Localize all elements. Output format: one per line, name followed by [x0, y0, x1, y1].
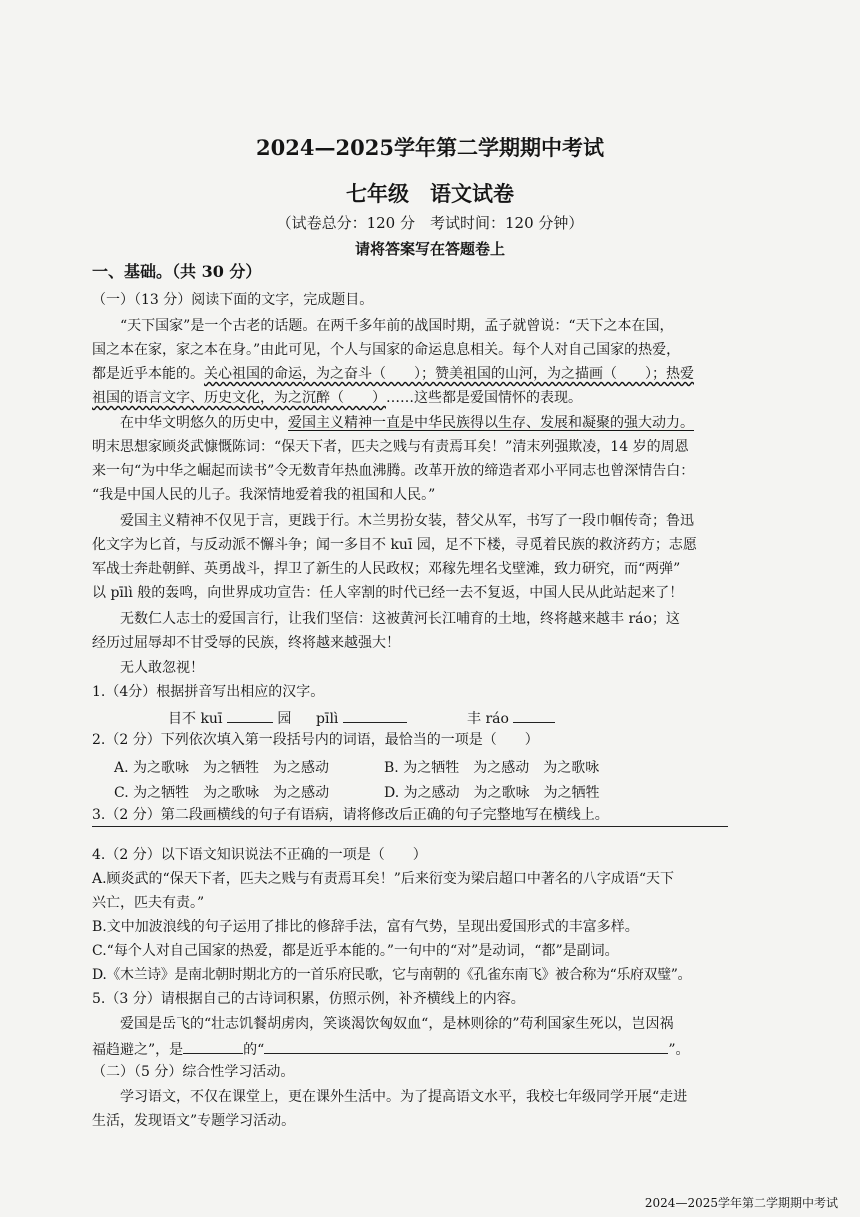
q4-option-d[interactable]: D.《木兰诗》是南北朝时期北方的一首乐府民歌，它与南朝的《孔雀东南飞》被合称为“乐府双璧”。: [92, 967, 692, 983]
q1-b-blank[interactable]: [343, 708, 407, 723]
q2-option-d[interactable]: D. 为之感动 为之歌咏 为之牺牲: [384, 785, 600, 801]
exam-notice: 请将答案写在答题卷上: [354, 240, 505, 258]
q2-option-b[interactable]: B. 为之牺牲 为之感动 为之歌咏: [384, 760, 600, 776]
p1-line2: 国之本在家，家之本在身。”由此可见，个人与国家的命运息息相关。每个人对自己国家的热爱，: [92, 342, 681, 358]
wavy-sentence-part2: 祖国的语言文字、历史文化，为之沉醉（ ）: [92, 390, 386, 406]
exam-title: 2024—2025学年第二学期期中考试: [256, 135, 604, 160]
exam-meta: （试卷总分：120 分 考试时间：120 分钟）: [276, 214, 584, 232]
p4-line2: 经历过屈辱却不甘受辱的民族，终将越来越强大！: [92, 635, 400, 651]
q1-c-pinyin: 丰 ráo: [467, 711, 509, 727]
q4-stem: 4.（2 分）以下语文知识说法不正确的一项是（ ）: [92, 847, 427, 863]
q5-line2-a: 福趋避之”，是: [92, 1042, 184, 1058]
q3-answer-line[interactable]: [92, 826, 728, 827]
p1-line1: “天下国家”是一个古老的话题。在两千多年前的战国时期，孟子就曾说：“天下之本在国，: [120, 318, 674, 334]
q5-line2: [92, 1039, 742, 1059]
p4-line1: 无数仁人志士的爱国言行，让我们坚信：这被黄河长江哺育的土地，终将越来越丰 ráo；这: [120, 611, 680, 627]
q4-option-b[interactable]: B.文中加波浪线的句子运用了排比的修辞手法，富有气势，呈现出爱国形式的丰富多样。: [92, 919, 639, 935]
q5-line2-b: 的“: [243, 1042, 265, 1058]
p3-line2: 化文字为匕首，与反动派不懈斗争；闻一多目不 kuī 园，足不下楼，寻觅着民族的救济药方；志愿: [92, 537, 697, 553]
q1-stem: 1.（4分）根据拼音写出相应的汉字。: [92, 684, 325, 700]
page-footer: 2024—2025学年第二学期期中考试: [644, 1196, 838, 1210]
q4-option-c[interactable]: C.“每个人对自己国家的热爱，都是近乎本能的。”一句中的“对”是动词，“都”是副词。: [92, 943, 619, 959]
q1-a-blank[interactable]: [227, 708, 273, 723]
q5-stem: 5.（3 分）请根据自己的古诗词积累，仿照示例，补齐横线上的内容。: [92, 991, 525, 1007]
q1-a-tail: 园: [277, 711, 292, 727]
section-heading: 一、基础。（共 30 分）: [92, 262, 262, 281]
p1-line4-plain: ……这些都是爱国情怀的表现。: [386, 390, 582, 406]
p1-line4: [92, 389, 742, 407]
q2-option-a[interactable]: A. 为之歌咏 为之牺牲 为之感动: [114, 760, 330, 776]
q2-option-c[interactable]: C. 为之牺牲 为之歌咏 为之感动: [114, 785, 330, 801]
part1-heading: （一）（13 分）阅读下面的文字，完成题目。: [92, 292, 374, 308]
p2-line1: [120, 414, 742, 432]
q1-a-pinyin: 目不 kuī: [168, 711, 223, 727]
p2-line2: 明末思想家顾炎武慷慨陈词：“保天下者，匹夫之贱与有责焉耳矣！”清末列强欺凌，14 岁的周恩: [92, 439, 689, 455]
p1-line3: [92, 365, 742, 383]
q5-verse-blank[interactable]: [264, 1039, 668, 1054]
q1-item-c: [467, 708, 555, 728]
p3-line3: 军战士奔赴朝鲜、英勇战斗，捍卫了新生的人民政权；邓稼先埋名戈壁滩，致力研究，而“两弹”: [92, 561, 681, 577]
q4-option-a-line2: 兴亡，匹夫有责。”: [92, 895, 205, 911]
q4-option-a-line1[interactable]: A.顾炎武的“保天下者，匹夫之贱与有责焉耳矣！”后来衍变为梁启超口中著名的八字成语“天下: [92, 871, 675, 887]
p2-line4: “我是中国人民的儿子。我深情地爱着我的祖国和人民。”: [92, 487, 436, 503]
q5-poet-blank[interactable]: [183, 1039, 243, 1054]
q3-stem: 3.（2 分）第二段画横线的句子有语病，请将修改后正确的句子完整地写在横线上。: [92, 807, 609, 823]
p1-line3-plain: 都是近乎本能的。: [92, 366, 204, 382]
q1-b-pinyin: pīlì: [316, 711, 339, 727]
p3-line4: 以 pīlì 般的轰鸣，向世界成功宣告：任人宰割的时代已经一去不复返，中国人民从此站起来了！: [92, 585, 684, 601]
q1-c-blank[interactable]: [513, 708, 555, 723]
q2-stem: 2.（2 分）下列依次填入第一段括号内的词语，最恰当的一项是（ ）: [92, 732, 539, 748]
wavy-sentence-part1: 关心祖国的命运，为之奋斗（ ）；赞美祖国的山河，为之描画（ ）；热爱: [204, 366, 694, 382]
q1-item-b: [316, 708, 407, 727]
p5-line: 无人敢忽视！: [120, 660, 204, 676]
p3-line1: 爱国主义精神不仅见于言，更践于行。木兰男扮女装，替父从军，书写了一段巾帼传奇；鲁迅: [120, 513, 694, 529]
part2-heading: （二）（5 分）综合性学习活动。: [92, 1064, 295, 1080]
underlined-sentence: 爱国主义精神一直是中华民族得以生存、发展和凝聚的强大动力。: [288, 415, 694, 431]
part2-line1: 学习语文，不仅在课堂上，更在课外生活中。为了提高语文水平，我校七年级同学开展“走进: [120, 1089, 688, 1105]
q1-item-a: [168, 708, 291, 728]
exam-subtitle: 七年级 语文试卷: [346, 181, 514, 206]
q5-line2-c: ”。: [668, 1042, 690, 1058]
p2-line1-plain: 在中华文明悠久的历史中，: [120, 415, 288, 431]
part2-line2: 生活，发现语文”专题学习活动。: [92, 1113, 296, 1129]
p2-line3: 来一句“为中华之崛起而读书”令无数青年热血沸腾。改革开放的缔造者邓小平同志也曾深情告白：: [92, 463, 695, 479]
q5-line1: 爱国是岳飞的“壮志饥餐胡虏肉，笑谈渴饮匈奴血“，是林则徐的”苟利国家生死以，岂因祸: [120, 1016, 674, 1032]
